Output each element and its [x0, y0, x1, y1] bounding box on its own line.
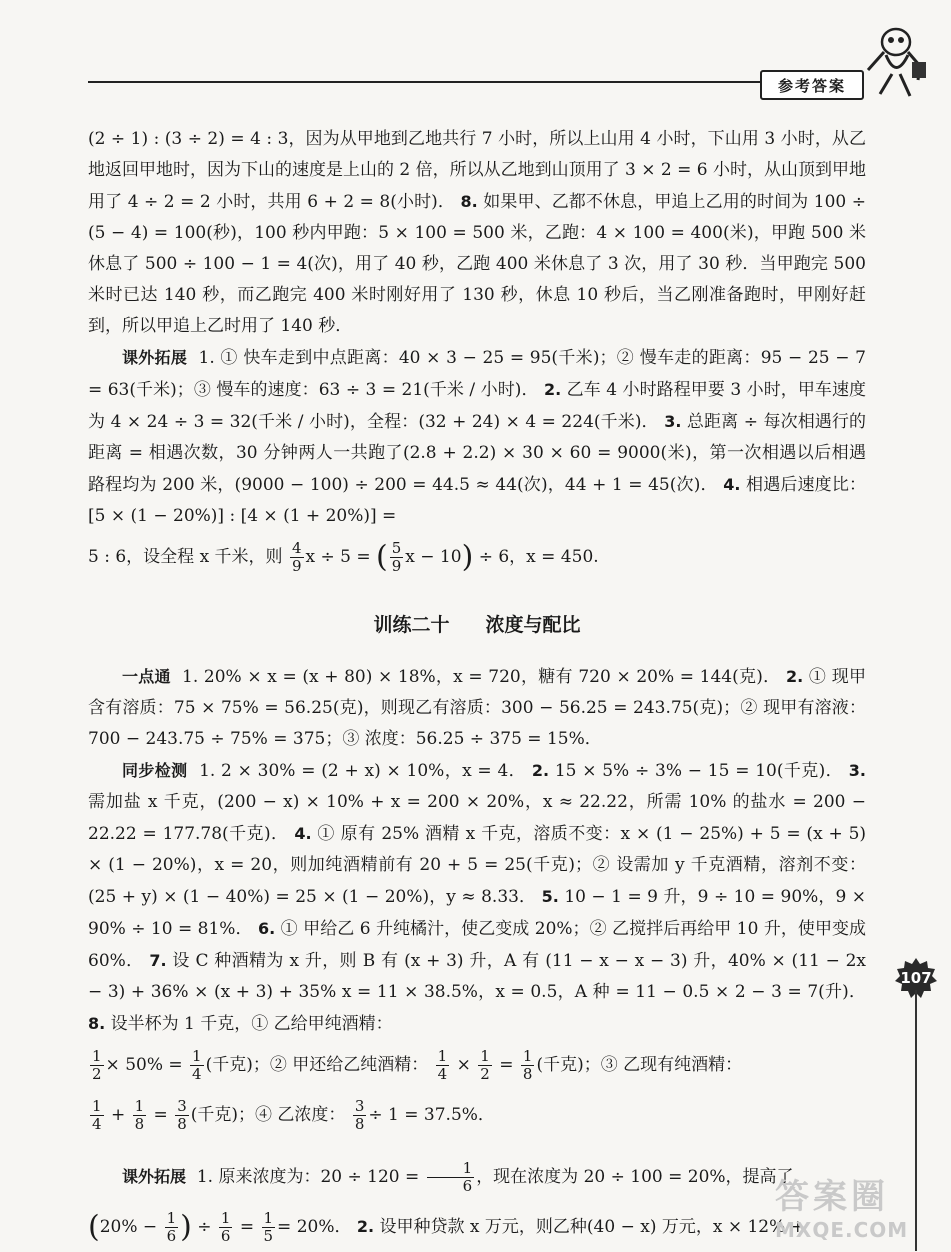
- equation-line: 5 : 6，设全程 x 千米，则 $\frac{4}{9}$ x ÷ 5 = ( $\frac{5}{9}$ x − 10) ÷ 6，x = 450.: [88, 539, 599, 575]
- extension-label: 课外拓展: [122, 348, 188, 367]
- page-number-badge: 107: [898, 960, 934, 996]
- quick-tip-label: 一点通: [122, 667, 171, 686]
- mascot-icon: [858, 22, 930, 102]
- extension-label: 课外拓展: [122, 1167, 187, 1186]
- sync-test-paragraph: 同步检测 1. 2 × 30% = (2 + x) × 10%，x = 4． 2. 15 × 5% ÷ 3% − 15 = 10(千克)． 3. 需加盐 x 千克，(200 − x) × 10% + x = 200 × 20%，x ≈ 22.22，所需 10% 的盐水 = 200 − 22.22 = 177.78(千克)． 4. ① 原有 25% 酒精 x 千克，溶质不变：x × (1 − 25%) + 5 = (x + 5) × (1 − 20%)，x = 20，则加纯酒精前有 20 + 5 = 25(千克)；② 设需加 y 千克酒精，溶剂不变：(25 + y) × (1 − 40%) = 25 × (1 − 20%)，y ≈ 8.33． 5. 10 − 1 = 9 升，9 ÷ 10 = 90%，9 × 90% ÷ 10 = 81%． 6. ① 甲给乙 6 升纯橘汁，使乙变成 20%；② 乙搅拌后再给甲 10 升，使甲变成 60%． 7. 设 C 种酒精为 x 升，则 B 有 (x + 3) 升，A 有 (11 − x − x − 3) 升，40% × (11 − 2x − 3) + 36% × (x + 3) + 35% x = 11 × 38.5%，x = 0.5，A 种 = 11 − 0.5 × 2 − 3 = 7(升)． 8. 设半杯为 1 千克，① 乙给甲纯酒精：: [88, 761, 867, 1034]
- fraction: $\frac{3}{8}$: [177, 1097, 187, 1133]
- answer-paragraph-1: (2 ÷ 1) : (3 ÷ 2) = 4 : 3，因为从甲地到乙地共行 7 小时，所以上山用 4 小时，下山用 3 小时，从乙地返回甲地时，因为下山的速度是上山的 2 倍，所以从乙地到山顶用了 3 × 2 = 6 小时，从山顶到甲地用了 4 ÷ 2 = 2 小时，共用 6 + 2 = 8(小时)． 8. 如果甲、乙都不休息，甲追上乙用的时间为 100 ÷ (5 − 4) = 100(秒)，100 秒内甲跑：5 × 100 = 500 米，乙跑：4 × 100 = 400(米)，甲跑 500 米休息了 500 ÷ 100 − 1 = 4(次)，用了 40 秒，乙跑 400 米休息了 3 次，用了 30 秒．当甲跑完 500 米时已达 140 秒，而乙跑完 400 米时刚好用了 130 秒，休息 10 秒后，当乙刚准备跑时，甲刚好赶到，所以甲追上乙时用了 140 秒．: [88, 129, 866, 336]
- fraction: $\frac{1}{6}$: [220, 1209, 231, 1245]
- fraction: $\frac{1}{6}$: [166, 1209, 177, 1245]
- fraction: $\frac{1}{8}$: [522, 1047, 533, 1083]
- answer-content: [88, 124, 866, 1252]
- fraction: $\frac{1}{2}$: [480, 1047, 490, 1083]
- header-badge: 参考答案: [760, 70, 864, 100]
- fraction: $\frac{1}{4}$: [192, 1047, 202, 1083]
- fraction: $\frac{1}{8}$: [134, 1097, 145, 1133]
- extension-line-2: (20% − $\frac{1}{6}$ ) ÷ $\frac{1}{6}$ = $\frac{1}{5}$ = 20%． 2. 设甲种贷款 x 万元，则乙种(40 − x) 万元，x × 12% +: [88, 1209, 805, 1245]
- fraction: $\frac{1}{4}$: [437, 1047, 448, 1083]
- quick-tip-paragraph: 一点通 1. 20% × x = (x + 80) × 18%，x = 720，糖有 720 × 20% = 144(克)． 2. ① 现甲含有溶质：75 × 75% = 56.25(克)，则现乙有溶质：300 − 56.25 = 243.75(克)；② 现甲有溶液：700 − 243.75 ÷ 75% = 375；③ 浓度：56.25 ÷ 375 = 15%．: [88, 667, 867, 749]
- fraction: $\frac{1}{4}$: [92, 1097, 102, 1133]
- fraction: $\frac{5}{9}$: [391, 539, 402, 575]
- watermark: 答案圈 MXQE.COM: [775, 1177, 909, 1242]
- extension-paragraph-1: 课外拓展 1. ① 快车走到中点距离：40 × 3 − 25 = 95(千米)；② 慢车走的距离：95 − 25 − 7 = 63(千米)；③ 慢车的速度：63 ÷ 3 = 21(千米 / 小时)． 2. 乙车 4 小时路程甲要 3 小时，甲车速度为 4 × 24 ÷ 3 = 32(千米 / 小时)，全程：(32 + 24) × 4 = 224(千米)． 3. 总距离 ÷ 每次相遇行的距离 = 相遇次数，30 分钟两人一共跑了(2.8 + 2.2) × 30 × 60 = 9000(米)，第一次相遇以后相遇路程均为 200 米，(9000 − 100) ÷ 200 = 44.5 ≈ 44(次)，44 + 1 = 45(次)． 4. 相遇后速度比：[5 × (1 − 20%)] : [4 × (1 + 20%)] =: [88, 348, 867, 526]
- fraction: $\frac{1}{5}$: [263, 1209, 274, 1245]
- section-title: 训练二十 浓度与配比: [373, 614, 581, 636]
- fraction: $\frac{1}{2}$: [92, 1047, 102, 1083]
- fraction-line-2: $\frac{1}{4}$ + $\frac{1}{8}$ = $\frac{3}{8}$ (千克)；④ 乙浓度： $\frac{3}{8}$ ÷ 1 = 37.5%．: [92, 1097, 495, 1133]
- page-header: [0, 0, 951, 110]
- fraction-line-1: $\frac{1}{2}$ × 50% = $\frac{1}{4}$ (千克)；② 甲还给乙纯酒精： $\frac{1}{4}$ × $\frac{1}{2}$ = $\frac{1}{8}$ (千克)；③ 乙现有纯酒精：: [92, 1047, 743, 1083]
- fraction: $\frac{3}{8}$: [354, 1097, 365, 1133]
- sync-test-label: 同步检测: [122, 761, 188, 780]
- fraction: $\frac{4}{9}$: [291, 539, 302, 575]
- fraction: $\frac{1}{6}$: [427, 1160, 475, 1195]
- header-rule: [88, 81, 760, 83]
- extension-paragraph-2: 课外拓展 1. 原来浓度为：20 ÷ 120 = $\frac{1}{6}$ ，现在浓度为 20 ÷ 100 = 20%，提高了: [122, 1159, 794, 1195]
